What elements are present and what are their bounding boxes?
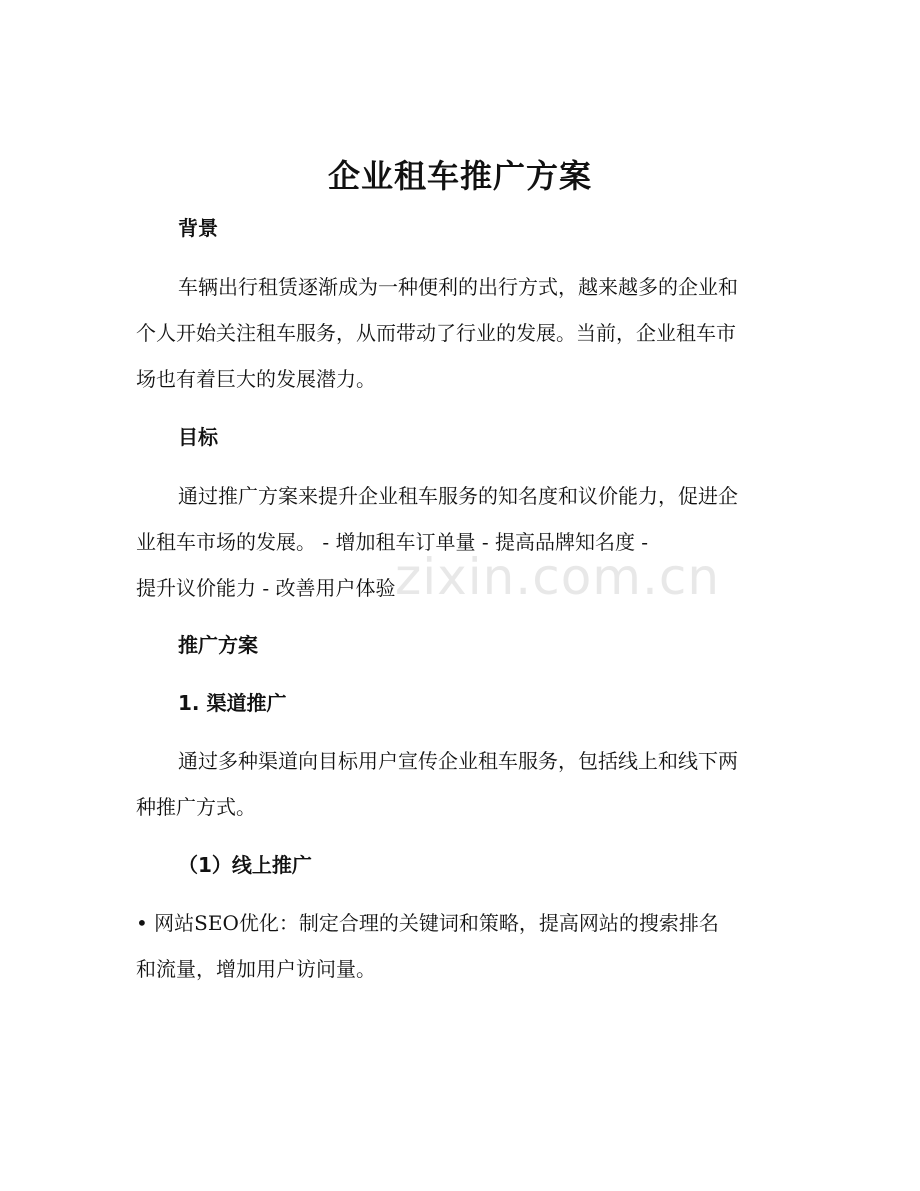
bullet-line: • 网站SEO优化：制定合理的关键词和策略，提高网站的搜索排名	[136, 911, 719, 935]
paragraph-line: 提升议价能力 - 改善用户体验	[136, 576, 396, 600]
paragraph-line: 种推广方式。	[136, 795, 256, 819]
section-heading-goal: 目标	[178, 425, 218, 449]
subsection-heading-channel: 1. 渠道推广	[178, 691, 287, 715]
paragraph-line: 通过推广方案来提升企业租车服务的知名度和议价能力，促进企	[178, 484, 738, 508]
channel-paragraph	[136, 738, 784, 830]
paragraph-line: 场也有着巨大的发展潜力。	[136, 367, 376, 391]
goal-paragraph	[136, 473, 784, 611]
document-title: 企业租车推广方案	[327, 157, 592, 195]
watermark: zixin.com.cn	[395, 548, 721, 606]
paragraph-line: 个人开始关注租车服务，从而带动了行业的发展。当前，企业租车市	[136, 321, 736, 345]
paragraph-line: 车辆出行租赁逐渐成为一种便利的出行方式，越来越多的企业和	[178, 275, 738, 299]
section-heading-plan: 推广方案	[178, 633, 258, 657]
subsection-heading-online: （1）线上推广	[178, 853, 312, 877]
paragraph-line: 通过多种渠道向目标用户宣传企业租车服务，包括线上和线下两	[178, 749, 738, 773]
online-bullet	[136, 900, 784, 992]
section-heading-background: 背景	[178, 216, 218, 240]
paragraph-line: 业租车市场的发展。 - 增加租车订单量 - 提高品牌知名度 -	[136, 530, 649, 554]
bullet-line: 和流量，增加用户访问量。	[136, 957, 376, 981]
background-paragraph	[136, 264, 784, 402]
